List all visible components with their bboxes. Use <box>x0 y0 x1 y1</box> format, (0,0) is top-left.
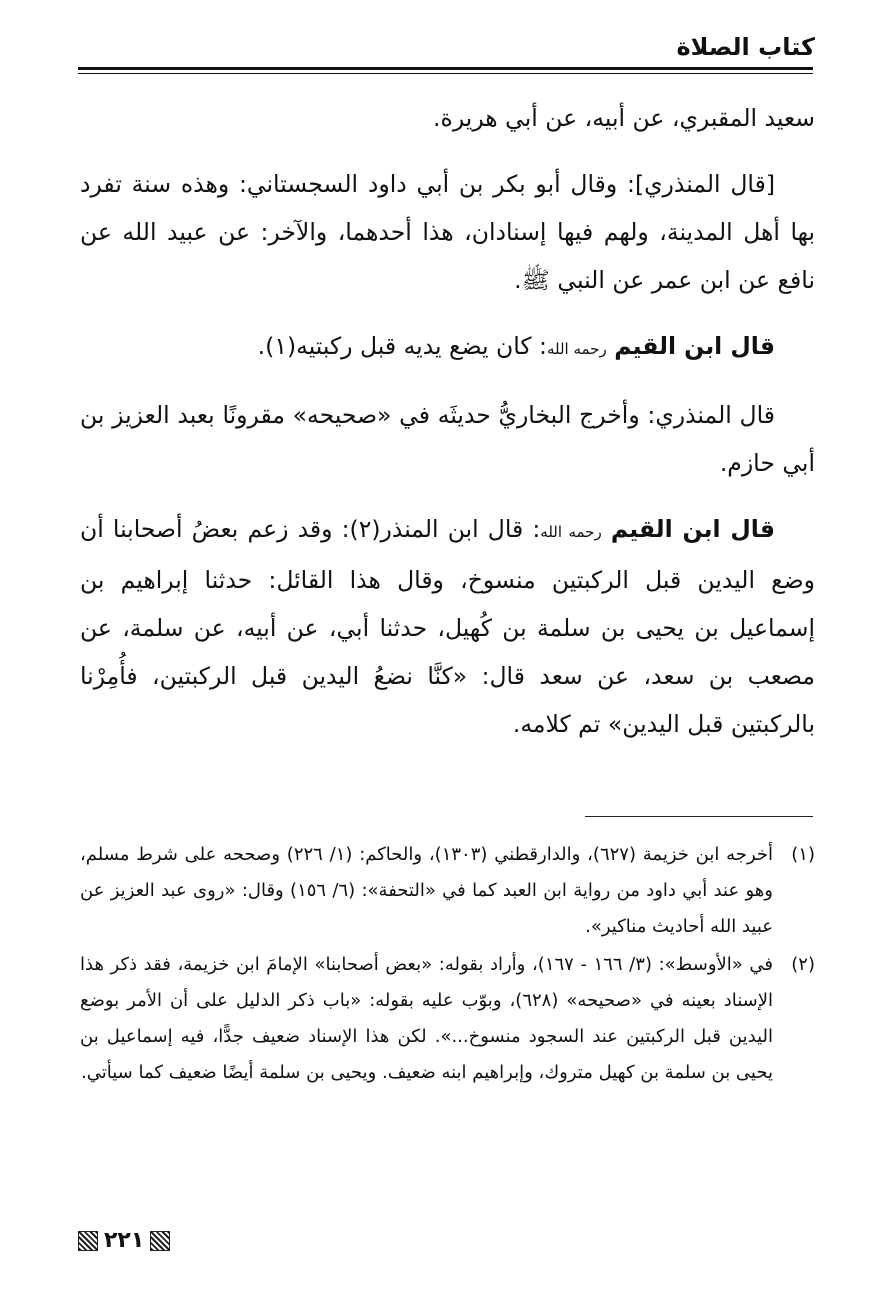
paragraph-1: سعيد المقبري، عن أبيه، عن أبي هريرة. <box>433 104 815 132</box>
footnote-2-text: في «الأوسط»: (٣/ ١٦٦ - ١٦٧)، وأراد بقوله: «بعض أصحابنا» الإمامَ ابن خزيمة، فقد ذكر هذا الإسناد بعينه في «صحيحه» (٦٢٨)، وبوّب عليه بقوله: «باب ذكر الدليل على أن الأمر بوضع اليدين قبل الركبتين عند السجود منسوخ...». لكن هذا الإسناد ضعيف جدًّا، فيه إسماعيل بن يحيى بن سلمة بن كهيل متروك، وإبراهيم ابنه ضعيف. ويحيى بن سلمة أيضًا ضعيف كما سيأتي. <box>80 954 774 1083</box>
footnote-1-text: أخرجه ابن خزيمة (٦٢٧)، والدارقطني (١٣٠٣)، والحاكم: (١/ ٢٢٦) وصححه على شرط مسلم، وهو عند أبي داود من رواية ابن العبد كما في «التحفة»: (٦/ ١٥٦) وقال: «روى عبد العزيز عن عبيد الله أحاديث مناكير». <box>80 844 773 937</box>
paragraph-3-text: : كان يضع يديه قبل ركبتيه(١). <box>257 332 547 360</box>
footnote-1-number: (١) <box>791 844 815 865</box>
footnotes <box>80 837 815 1093</box>
header-rule-thick <box>78 67 813 70</box>
ornament-left-icon <box>78 1231 98 1251</box>
paragraph-4: قال المنذري: وأخرج البخاريُّ حديثَه في «صحيحه» مقرونًا بعبد العزيز بن أبي حازم. <box>80 401 815 477</box>
footnote-separator <box>585 816 813 817</box>
header-rule-thin <box>78 73 813 74</box>
main-text <box>80 94 815 766</box>
paragraph-5-honorific: رحمه الله <box>540 523 602 541</box>
paragraph-5-lead: قال ابن القيم <box>610 515 775 543</box>
page-number: ٢٢١ <box>104 1228 145 1253</box>
paragraph-3-honorific: رحمه الله <box>546 340 607 358</box>
paragraph-3 <box>80 322 815 373</box>
footnote-2 <box>80 947 815 1091</box>
page-number-block <box>78 1228 170 1253</box>
footnote-2-number: (٢) <box>791 954 815 975</box>
ornament-right-icon <box>150 1231 170 1251</box>
running-title: كتاب الصلاة <box>676 33 815 61</box>
paragraph-5-text: : قال ابن المنذر(٢): وقد زعم بعضُ أصحابنا أن وضع اليدين قبل الركبتين منسوخ، وقال هذا القائل: حدثنا إبراهيم بن إسماعيل بن يحيى بن سلمة بن كُهيل، حدثنا أبي، عن أبيه، عن سلمة، عن مصعب بن سعد، عن سعد قال: «كنَّا نضعُ اليدين قبل الركبتين، فأُمِرْنا بالركبتين قبل اليدين» تم كلامه. <box>80 515 815 738</box>
paragraph-5 <box>80 505 815 748</box>
paragraph-2: [قال المنذري]: وقال أبو بكر بن أبي داود السجستاني: وهذه سنة تفرد بها أهل المدينة، ولهم فيها إسنادان، هذا أحدهما، والآخر: عن عبيد الله عن نافع عن ابن عمر عن النبي ﷺ. <box>80 170 815 294</box>
paragraph-3-lead: قال ابن القيم <box>614 332 775 360</box>
footnote-1 <box>80 837 815 945</box>
